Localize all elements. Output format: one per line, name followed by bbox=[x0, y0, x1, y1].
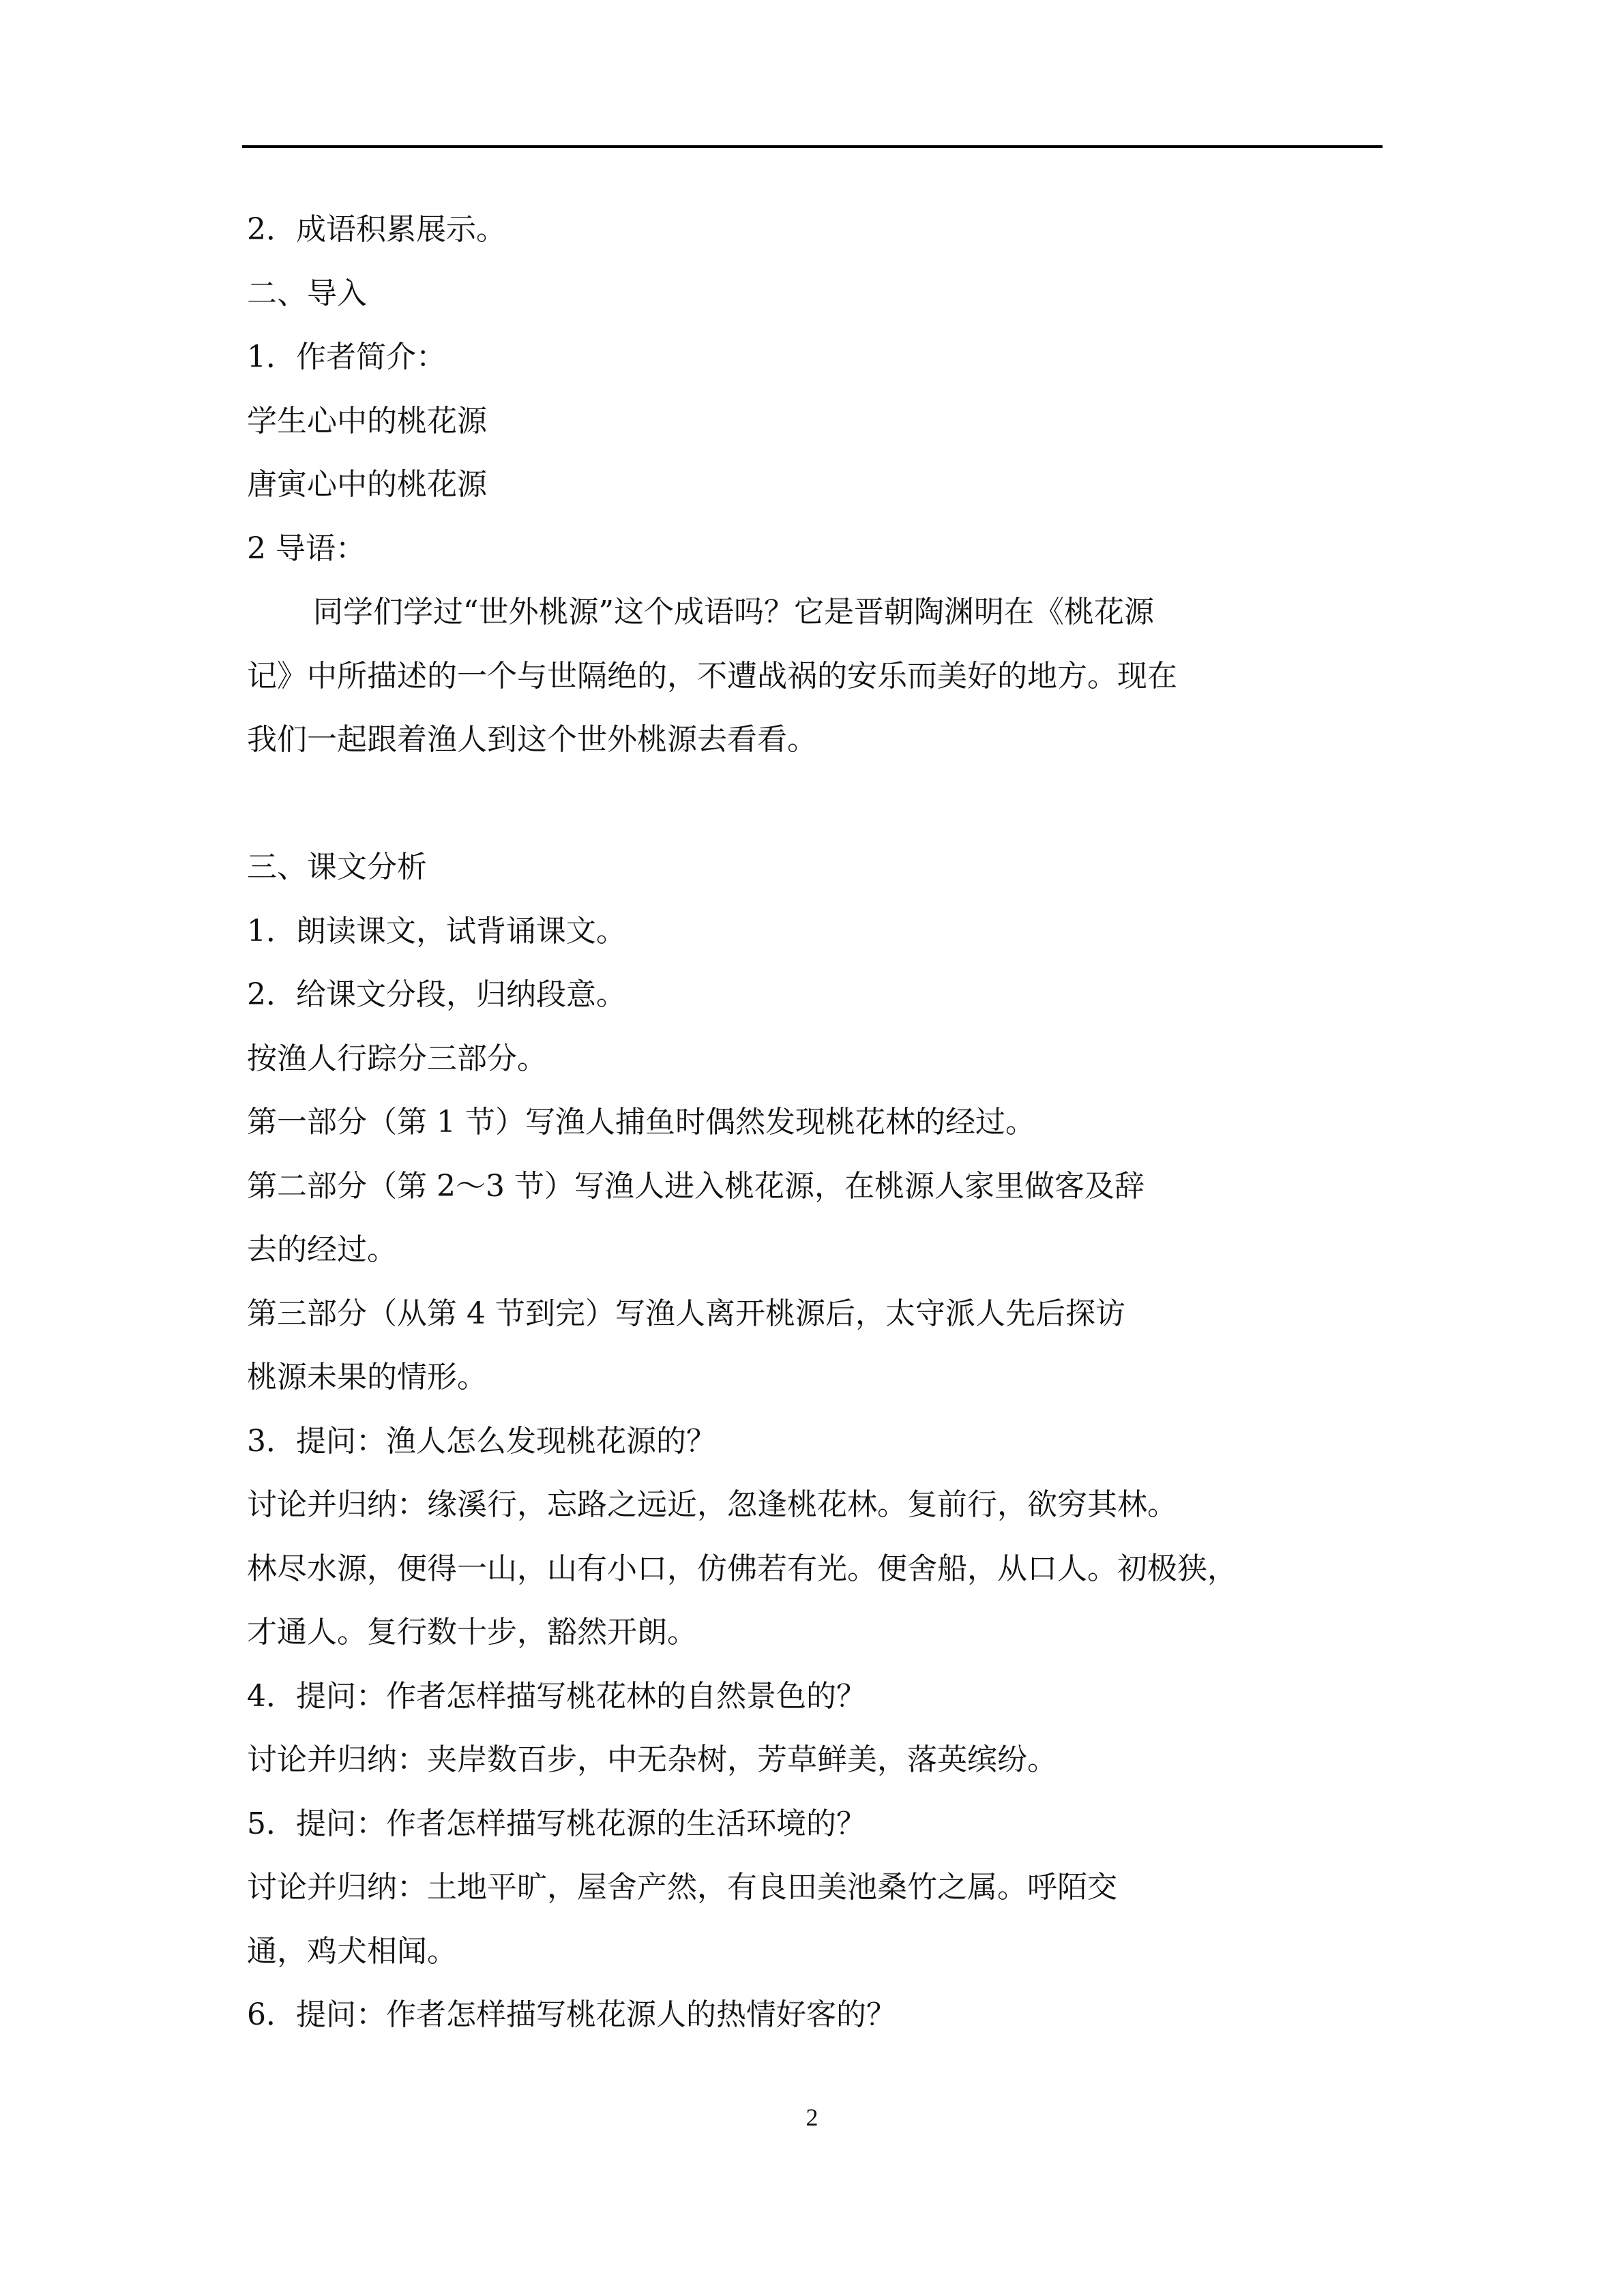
answer-line: 才通人。复行数十步，豁然开朗。 bbox=[247, 1615, 697, 1650]
paragraph-line: 记》中所描述的一个与世隔绝的，不遭战祸的安乐而美好的地方。现在 bbox=[247, 658, 1177, 694]
paragraph-line: 同学们学过“世外桃源”这个成语吗？它是晋朝陶渊明在《桃花源 bbox=[313, 595, 1154, 629]
answer-line: 讨论并归纳：缘溪行，忘路之远近，忽逢桃花林。复前行，欲穷其林。 bbox=[247, 1487, 1177, 1522]
page-number: 2 bbox=[806, 2104, 818, 2131]
section-heading: 二、导入 bbox=[247, 275, 367, 311]
text-line: 第三部分（从第 4 节到完）写渔人离开桃源后，太守派人先后探访 bbox=[247, 1296, 1125, 1331]
text-line: 2 导语： bbox=[247, 531, 366, 566]
text-line: 学生心中的桃花源 bbox=[247, 403, 487, 438]
question-line: 6．提问：作者怎样描写桃花源人的热情好客的？ bbox=[247, 1997, 896, 2032]
text-line: 按渔人行踪分三部分。 bbox=[247, 1041, 547, 1076]
document-body bbox=[247, 198, 1379, 2047]
answer-line: 讨论并归纳：夹岸数百步，中无杂树，芳草鲜美，落英缤纷。 bbox=[247, 1742, 1057, 1777]
text-line: 2．给课文分段，归纳段意。 bbox=[247, 977, 626, 1012]
text-line: 第二部分（第 2～3 节）写渔人进入桃花源，在桃源人家里做客及辞 bbox=[247, 1168, 1145, 1204]
text-line: 1．作者简介： bbox=[247, 340, 446, 374]
header-rule bbox=[242, 145, 1383, 148]
section-heading: 三、课文分析 bbox=[247, 850, 427, 884]
text-line: 1．朗读课文，试背诵课文。 bbox=[247, 913, 626, 949]
text-line: 桃源未果的情形。 bbox=[247, 1360, 487, 1395]
question-line: 5．提问：作者怎样描写桃花源的生活环境的？ bbox=[247, 1806, 866, 1841]
text-line: 2．成语积累展示。 bbox=[247, 212, 506, 247]
answer-line: 讨论并归纳：土地平旷，屋舍产然，有良田美池桑竹之属。呼陌交 bbox=[247, 1870, 1117, 1905]
paragraph-line: 我们一起跟着渔人到这个世外桃源去看看。 bbox=[247, 722, 817, 757]
blank-line bbox=[247, 772, 1379, 836]
text-line: 第一部分（第 1 节）写渔人捕鱼时偶然发现桃花林的经过。 bbox=[247, 1105, 1035, 1139]
question-line: 4．提问：作者怎样描写桃花林的自然景色的？ bbox=[247, 1678, 866, 1714]
question-line: 3．提问：渔人怎么发现桃花源的？ bbox=[247, 1423, 716, 1459]
answer-line: 林尽水源，便得一山，山有小口，仿佛若有光。便舍船，从口人。初极狭， bbox=[247, 1551, 1237, 1586]
answer-line: 通，鸡犬相闻。 bbox=[247, 1933, 457, 1969]
text-line: 去的经过。 bbox=[247, 1232, 397, 1267]
text-line: 唐寅心中的桃花源 bbox=[247, 467, 487, 502]
